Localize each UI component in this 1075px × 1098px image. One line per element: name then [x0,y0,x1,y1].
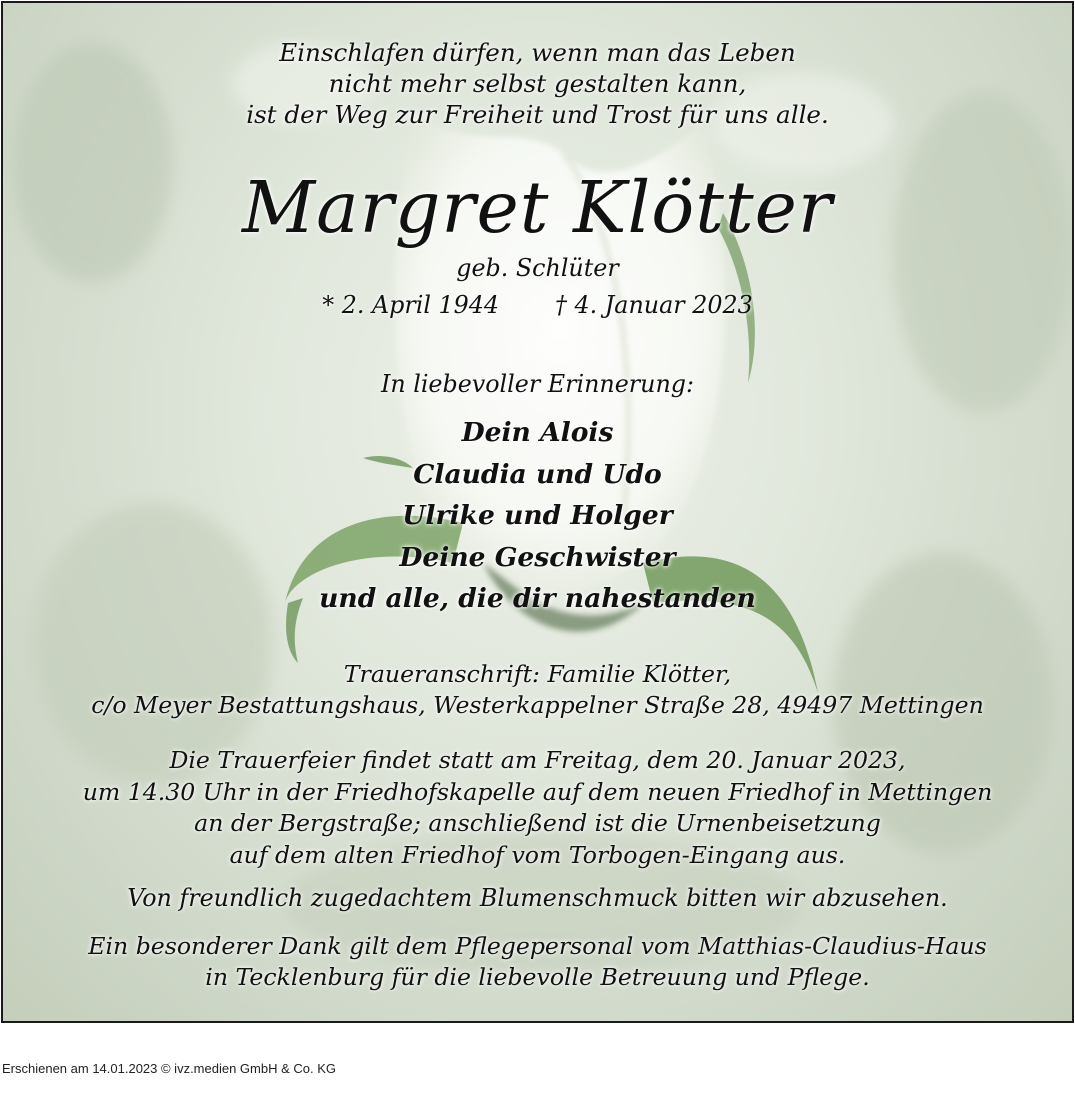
funeral-service-info [3,745,1072,871]
address-line: Traueranschrift: Familie Klötter, [343,660,732,688]
address-line: c/o Meyer Bestattungshaus, Westerkappelner Straße 28, 49497 Mettingen [91,691,984,719]
service-line: um 14.30 Uhr in der Friedhofskapelle auf dem neuen Friedhof in Mettingen [82,777,993,806]
poem [3,37,1072,130]
birth-name: geb. Schlüter [456,254,619,282]
publication-footer: Erschienen am 14.01.2023 © ivz.medien GmbH & Co. KG [2,1061,337,1076]
flowers-note: Von freundlich zugedachtem Blumenschmuck bitten wir abzusehen. [127,884,948,912]
poem-line: Einschlafen dürfen, wenn man das Leben [279,38,796,67]
poem-line: nicht mehr selbst gestalten kann, [328,69,747,98]
mourning-address [3,659,1072,721]
mourner: Ulrike und Holger [402,500,673,531]
mourner: Claudia und Udo [413,458,662,490]
poem-line: ist der Weg zur Freiheit und Trost für uns alle. [246,100,829,129]
obituary-card [1,1,1074,1023]
birth-date: * 2. April 1944 [322,291,500,319]
memory-intro: In liebevoller Erinnerung: [380,370,695,398]
service-line: an der Bergstraße; anschließend ist die Urnenbeisetzung [194,809,881,837]
life-dates [3,288,1072,322]
service-line: Die Trauerfeier findet statt am Freitag, dem 20. Januar 2023, [169,746,906,774]
mourner: Dein Alois [461,417,614,448]
thanks-note [3,931,1072,993]
mourner: Deine Geschwister [399,541,676,573]
mourners-list [3,412,1072,620]
thanks-line: Ein besonderer Dank gilt dem Pflegepersonal vom Matthias-Claudius-Haus [88,932,987,960]
thanks-line: in Tecklenburg für die liebevolle Betreuung und Pflege. [205,963,870,991]
death-date: † 4. Januar 2023 [555,291,753,319]
mourner: und alle, die dir nahestanden [319,583,756,614]
deceased-name: Margret Klötter [241,166,834,249]
service-line: auf dem alten Friedhof vom Torbogen-Eingang aus. [229,840,846,869]
